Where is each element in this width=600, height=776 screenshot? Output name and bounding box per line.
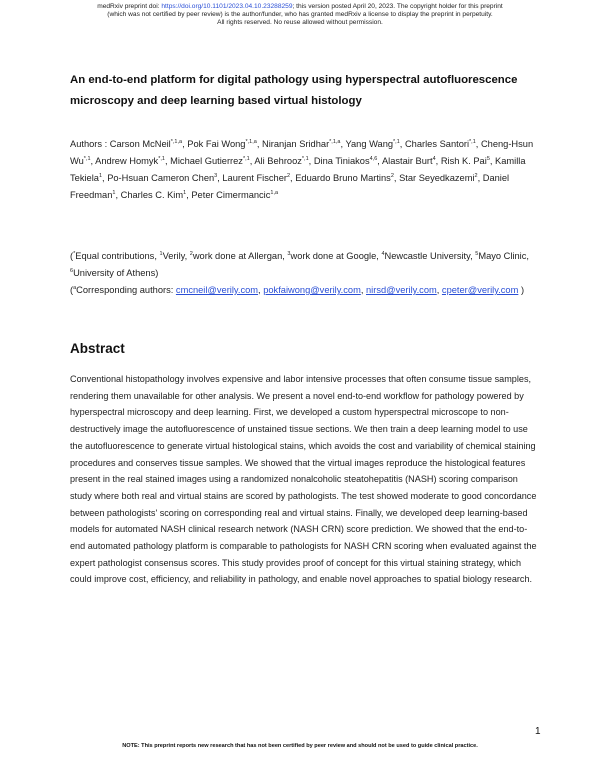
affiliation-marker: 1 [159,251,163,257]
author-affiliation-marker: 2 [390,173,394,179]
paper-title: An end-to-end platform for digital pathology using hyperspectral autofluorescence microscopy and deep learning based virtual histology [70,74,518,107]
author [121,190,192,200]
author [70,139,187,149]
author-separator: , [308,156,314,166]
author [107,173,222,183]
author-name: Yang Wang [345,139,394,149]
author [441,156,495,166]
author-separator: , [477,173,483,183]
author-affiliation-marker: 1 [112,190,116,196]
author-separator: , [377,156,382,166]
preprint-header [30,3,570,27]
affiliation-marker: 5 [475,251,479,257]
author-affiliation-marker: 2 [286,173,291,179]
author [222,173,295,183]
affiliation-item: Newcastle University, [384,251,476,261]
affiliation-item: work done at Allergan, [192,251,288,261]
author-name: Laurent Fischer [222,173,287,183]
email-separator: , [436,285,442,295]
author-affiliation-marker: *,1 [301,156,309,162]
email-separator: , [360,285,366,295]
preprint-header-line3: All rights reserved. No reuse allowed without permission. [217,19,383,26]
author-name: Authors : Carson McNeil [70,139,171,149]
author [262,139,346,149]
affiliations [70,248,540,299]
email-link[interactable]: nirsd@verily.com [366,285,437,295]
author-name: Cheng-Hsun Wu [70,139,534,166]
author-affiliation-marker: *,1,a [245,139,257,145]
preprint-line1-rest: ; this version posted April 20, 2023. The copyright holder for this preprint [292,3,503,10]
author-affiliation-marker: 4 [432,156,436,162]
author-separator: , [182,139,188,149]
author-separator: , [393,173,400,183]
abstract-heading: Abstract [70,341,125,356]
author [187,139,262,149]
author [314,156,382,166]
author-name: Andrew Homyk [95,156,159,166]
author-affiliation-marker: 5 [486,156,490,162]
author-separator: , [90,156,96,166]
affiliation-marker: 3 [287,251,291,257]
author-name: Po-Hsuan Cameron Chen [107,173,215,183]
author-name: Dina Tiniakos [313,156,370,166]
author-affiliation-marker: 2 [474,173,478,179]
author-name: Peter Cimermancic [191,190,271,200]
author [191,190,278,200]
author-affiliation-marker: *,1 [242,156,250,162]
author-separator: , [186,190,192,200]
preprint-prefix: medRxiv preprint doi: [97,3,162,10]
author-affiliation-marker: 1,a [270,190,279,196]
author [170,156,254,166]
affiliation-marker: 2 [189,251,193,257]
author-separator: , [217,173,223,183]
email-link[interactable]: pokfaiwong@verily.com [263,285,361,295]
author-affiliation-marker: *,1,a [329,139,341,145]
author-affiliation-marker: 1 [98,173,103,179]
email-separator: ) [518,285,525,295]
author [295,173,399,183]
author-name: Alastair Burt [381,156,433,166]
corresponding-marker: a [73,285,77,291]
author-name: Eduardo Bruno Martins [295,173,391,183]
affiliation-item: Equal contributions, [75,251,160,261]
email-separator: , [258,285,264,295]
abstract-text: Conventional histopathology involves expensive and labor intensive processes that often consume tissue samples, rendering them unavailable for other analysis. We present a novel end-to-end workflow for pathology powered by hyperspectral microscopy and deep learning. First, we developed a custom hyperspectral microscope to non-destructively image the autofluorescence of unstained tissue sections. We then train a deep learning model to use the autofluorescence to generate virtual histological stains, which avoids the cost and variability of chemical staining procedures and conserves tissue samples. We showed that the virtual images reproduce the histological features present in the real stained images using a randomized nonalcoholic steatohepatitis (NASH) scoring comparison study where both real and virtual stains are scored by pathologists. The test showed moderate to good concordance between pathologists' scoring on corresponding real and virtual stains. Finally, we developed deep learning-based models for automated NASH clinical research network (NASH CRN) score prediction. We showed that the end-to-end automated pathology platform is comparable to pathologists for NASH CRN scoring when evaluated against the expert pathologist consensus scores. This study provides proof of concept for this virtual staining strategy, which could improve cost, efficiency, and reliability in pathology, and enable novel approaches to spatial biology research. [70,374,537,585]
corresponding-open: ( [70,285,74,295]
email-link[interactable]: cmcneil@verily.com [175,285,259,295]
author-separator: , [115,190,121,200]
affiliation-close: ) [155,268,159,278]
affiliation-marker: 4 [381,251,385,257]
author-name: Star Seyedkazemi [399,173,475,183]
author-separator: , [399,139,405,149]
author-separator: , [435,156,441,166]
author-separator: , [164,156,171,166]
affiliation-marker: 6 [70,268,74,274]
author-separator: , [249,156,255,166]
author-affiliation-marker: 3 [214,173,218,179]
doi-link[interactable]: https://doi.org/10.1101/2023.04.10.23288259 [161,3,293,10]
footer-note: NOTE: This preprint reports new research that has not been certified by peer review and should not be used to guide clinical practice. [122,743,478,749]
affiliation-list [70,248,540,282]
author-name: Rish K. Pai [440,156,487,166]
preprint-header-line2: (which was not certified by peer review) is the author/funder, who has granted medRxiv a license to display the preprint in perpetuity. [107,11,493,18]
author-affiliation-marker: *,1,a [170,139,183,145]
author-name: Michael Gutierrez [170,156,243,166]
author [254,156,313,166]
author [399,173,483,183]
corresponding-label: Corresponding authors: [76,285,176,295]
author-affiliation-marker: *,1 [83,156,91,162]
affiliation-open: ( [70,251,74,261]
preprint-header-line1 [30,3,570,11]
author-separator: , [290,173,296,183]
email-list [176,285,524,295]
author [95,156,170,166]
author-name: Ali Behrooz [254,156,302,166]
author-name: Kamilla Tekiela [70,156,526,183]
affiliation-item: Verily, [162,251,190,261]
author-affiliation-marker: 1 [183,190,187,196]
author [346,139,405,149]
author-affiliation-marker: *,1 [393,139,400,145]
author-separator: , [340,139,346,149]
author-name: Pok Fai Wong [187,139,246,149]
author [405,139,481,149]
affiliation-item: Mayo Clinic, [478,251,529,261]
affiliation-item: work done at Google, [290,251,382,261]
affiliation-items [70,251,529,278]
corresponding-authors [70,282,540,299]
affiliation-marker: * [73,251,76,257]
author-affiliation-marker: *,1 [158,156,165,162]
author-separator: , [489,156,496,166]
author-separator: , [475,139,481,149]
author-affiliation-marker: *,1 [469,139,476,145]
page-number: 1 [535,726,541,737]
author [382,156,441,166]
author-name: Charles Santori [404,139,470,149]
author-name: Daniel Freedman [70,173,510,200]
author-affiliation-marker: 4,6 [369,156,378,162]
author-name: Charles C. Kim [120,190,184,200]
author-name: Niranjan Sridhar [261,139,330,149]
author-separator: , [256,139,262,149]
author-list [70,136,540,204]
affiliation-item: University of Athens [73,268,156,278]
author-separator: , [102,173,108,183]
email-link[interactable]: cpeter@verily.com [441,285,519,295]
